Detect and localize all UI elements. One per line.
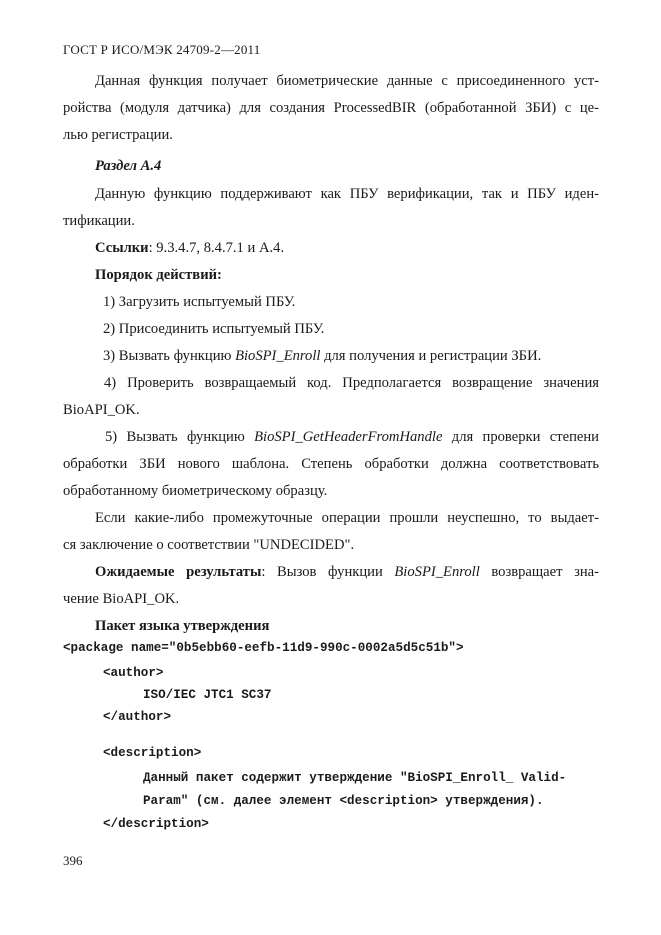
code-author-value: ISO/IEC JTC1 SC37 xyxy=(143,688,272,702)
support-line-2: тификации. xyxy=(63,213,135,229)
intro-line-3: лью регистрации. xyxy=(63,127,173,143)
support-line-1: Данную функцию поддерживают как ПБУ верификации, так и ПБУ иден- xyxy=(95,186,599,202)
procedure-step-1: 1) Загрузить испытуемый ПБУ. xyxy=(103,294,296,310)
code-description-open: <description> xyxy=(103,746,202,760)
step-3-function: BioSPI_Enroll xyxy=(235,348,321,364)
step-5-suffix: для проверки степени xyxy=(442,429,599,445)
expected-line-1 xyxy=(63,559,599,586)
code-description-line-1: Данный пакет содержит утверждение "BioSPI_Enroll_ Valid- xyxy=(143,771,567,785)
code-package-open: <package name="0b5ebb60-eefb-11d9-990c-0002a5d5c51b"> xyxy=(63,641,464,655)
procedure-step-4-line-2: BioAPI_OK. xyxy=(63,402,140,418)
procedure-step-5-line-2: обработки ЗБИ нового шаблона. Степень обработки должна соответствовать xyxy=(63,456,599,472)
procedure-step-2: 2) Присоединить испытуемый ПБУ. xyxy=(103,321,325,337)
procedure-label: Порядок действий: xyxy=(95,267,222,283)
code-author-open: <author> xyxy=(103,666,164,680)
code-description-line-2: Param" (см. далее элемент <description> утверждения). xyxy=(143,794,544,808)
step-5-function: BioSPI_GetHeaderFromHandle xyxy=(254,429,443,445)
document-header: ГОСТ Р ИСО/МЭК 24709-2—2011 xyxy=(63,42,261,57)
procedure-step-5-line-3: обработанному биометрическому образцу. xyxy=(63,483,328,499)
page-number: 396 xyxy=(63,853,83,868)
code-description-close: </description> xyxy=(103,817,209,831)
code-author-close: </author> xyxy=(103,710,172,724)
assertion-package-label: Пакет языка утверждения xyxy=(95,618,270,634)
failure-line-1: Если какие-либо промежуточные операции прошли неуспешно, то выдает- xyxy=(95,510,599,526)
expected-line-2: чение BioAPI_OK. xyxy=(63,591,180,607)
expected-function: BioSPI_Enroll xyxy=(394,564,480,580)
expected-text-prefix: : Вызов функции xyxy=(261,564,395,580)
references-line xyxy=(63,235,599,262)
procedure-step-3 xyxy=(63,343,599,370)
references-value: : 9.3.4.7, 8.4.7.1 и А.4. xyxy=(148,240,285,256)
section-label: Раздел А.4 xyxy=(95,158,162,174)
step-5-prefix: 5) Вызвать функцию xyxy=(105,429,255,445)
intro-line-2: ройства (модуля датчика) для создания ProcessedBIR (обработанной ЗБИ) с це- xyxy=(63,100,599,116)
procedure-step-5-line-1 xyxy=(63,424,599,451)
step-3-prefix: 3) Вызвать функцию xyxy=(103,348,236,364)
procedure-step-4-line-1: 4) Проверить возвращаемый код. Предполагается возвращение значения xyxy=(104,375,599,391)
references-label: Ссылки xyxy=(95,240,149,256)
expected-label: Ожидаемые результаты xyxy=(95,564,262,580)
step-3-suffix: для получения и регистрации ЗБИ. xyxy=(320,348,542,364)
intro-line-1: Данная функция получает биометрические данные с присоединенного уст- xyxy=(95,73,599,89)
expected-text-suffix: возвращает зна- xyxy=(479,564,599,580)
failure-line-2: ся заключение о соответствии "UNDECIDED". xyxy=(63,537,355,553)
